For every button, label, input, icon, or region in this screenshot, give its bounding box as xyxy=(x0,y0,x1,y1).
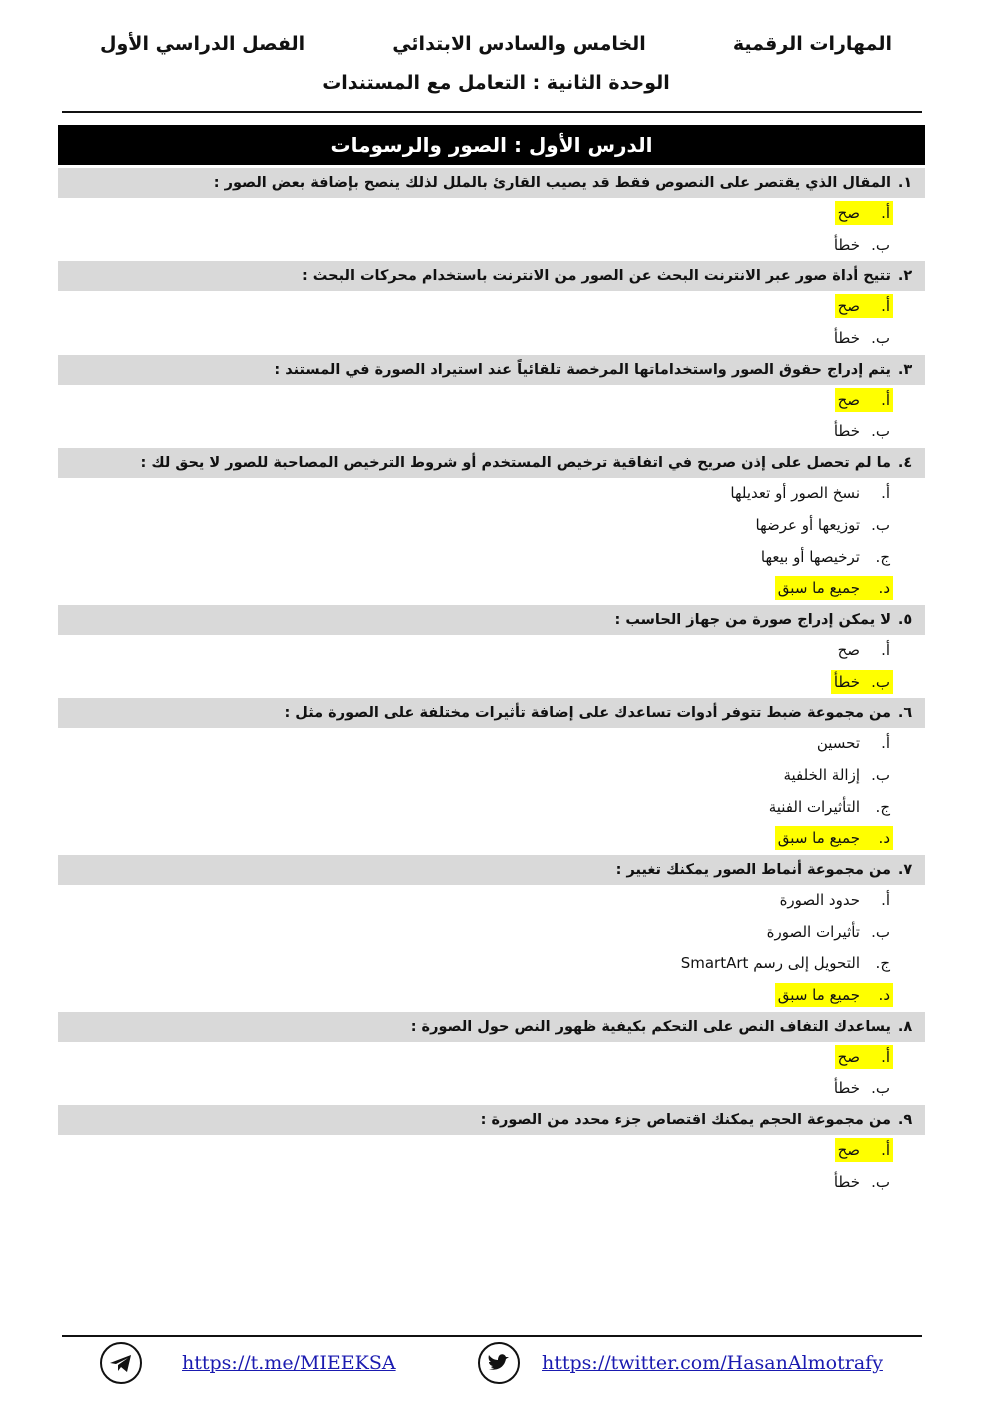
question-block xyxy=(58,855,925,1012)
lesson-title: الدرس الأول : الصور والرسومات xyxy=(58,125,925,165)
option-letter: أ. xyxy=(881,640,890,659)
answer-option xyxy=(58,1073,893,1105)
correct-answer-highlight xyxy=(835,294,893,318)
telegram-link[interactable]: https://t.me/MIEEKSA xyxy=(182,1352,396,1374)
question-number: ٥. xyxy=(897,611,913,628)
option-text: نسخ الصور أو تعديلها xyxy=(730,484,860,503)
option-text: خطأ xyxy=(833,422,860,441)
question-block xyxy=(58,1012,925,1105)
header-term: الفصل الدراسي الأول xyxy=(100,33,306,55)
option-text: صح xyxy=(837,297,860,316)
question-label: المقال الذي يقتصر على النصوص فقط قد يصيب القارئ بالملل لذلك ينصح بإضافة بعض الصور : xyxy=(213,175,891,191)
telegram-icon[interactable] xyxy=(100,1342,142,1384)
answer-option xyxy=(58,948,893,980)
answer-option xyxy=(58,385,893,417)
option-letter: ج. xyxy=(875,547,890,566)
option-text: صح xyxy=(837,1047,860,1066)
option-letter: أ. xyxy=(881,1141,890,1160)
question-block xyxy=(58,168,925,261)
answer-option xyxy=(58,291,893,323)
option-letter: ب. xyxy=(871,329,890,348)
option-letter: ب. xyxy=(871,672,890,691)
answer-option xyxy=(58,542,893,574)
option-letter: أ. xyxy=(881,204,890,222)
option-text: جميع ما سبق xyxy=(777,829,860,848)
answer-option-content xyxy=(727,481,893,505)
option-letter: ب. xyxy=(871,1079,890,1098)
option-text: تأثيرات الصورة xyxy=(766,922,860,941)
unit-title: الوحدة الثانية : التعامل مع المستندات xyxy=(322,72,670,94)
question-number: ٧. xyxy=(897,862,913,878)
option-letter: د. xyxy=(878,829,890,848)
question-text xyxy=(58,355,925,385)
option-text: خطأ xyxy=(833,235,860,254)
answer-option-content xyxy=(780,763,893,787)
question-block xyxy=(58,605,925,698)
correct-answer-highlight xyxy=(775,576,893,600)
answer-option xyxy=(58,510,893,542)
answer-option xyxy=(58,980,893,1012)
answer-option-content xyxy=(831,233,893,257)
option-text: صح xyxy=(837,204,860,222)
question-label: يساعدك التفاف النص على التحكم بكيفية ظهور النص حول الصورة : xyxy=(410,1018,891,1035)
answer-option xyxy=(58,885,893,917)
correct-answer-highlight xyxy=(835,201,893,225)
answer-option xyxy=(58,1042,893,1074)
answer-option xyxy=(58,917,893,949)
question-text xyxy=(58,1105,925,1135)
question-number: ٣. xyxy=(897,361,913,378)
question-text xyxy=(58,261,925,291)
option-letter: ج. xyxy=(875,954,890,973)
question-block xyxy=(58,1105,925,1198)
answer-option-content xyxy=(831,1170,893,1194)
option-letter: أ. xyxy=(881,734,890,753)
answer-option xyxy=(58,478,893,510)
answer-option-content xyxy=(835,638,893,662)
answer-option-content xyxy=(678,951,893,975)
answer-option xyxy=(58,792,893,824)
bottom-divider xyxy=(62,1335,922,1337)
option-letter: أ. xyxy=(881,297,890,316)
answer-option-content xyxy=(831,419,893,443)
correct-answer-highlight xyxy=(835,1045,893,1069)
question-block xyxy=(58,261,925,354)
header-grades: الخامس والسادس الابتدائي xyxy=(392,33,646,55)
answer-option xyxy=(58,1167,893,1199)
answer-option-content xyxy=(764,920,893,944)
answer-option-content xyxy=(831,326,893,350)
option-text: التأثيرات الفنية xyxy=(768,797,860,816)
option-letter: أ. xyxy=(881,484,890,503)
question-label: من مجموعة ضبط تتوفر أدوات تساعدك على إضافة تأثيرات مختلفة على الصورة مثل : xyxy=(284,705,891,722)
option-letter: أ. xyxy=(881,891,890,909)
question-block xyxy=(58,698,925,855)
answer-option xyxy=(58,1135,893,1167)
question-label: ما لم تحصل على إذن صريح في اتفاقية ترخيص المستخدم أو شروط الترخيص المصاحبة للصور لا يحق لك : xyxy=(140,455,891,472)
correct-answer-highlight xyxy=(835,1138,893,1162)
option-text: صح xyxy=(837,390,860,409)
option-text: صح xyxy=(837,1141,860,1160)
option-text: تحسين xyxy=(816,734,860,753)
question-label: من مجموعة الحجم يمكنك اقتصاص جزء محدد من الصورة : xyxy=(480,1112,891,1129)
option-text: توزيعها أو عرضها xyxy=(755,515,860,534)
question-text xyxy=(58,1012,925,1042)
answer-option-content xyxy=(766,795,893,819)
option-letter: أ. xyxy=(881,1047,890,1066)
option-text: صح xyxy=(837,640,860,659)
answer-option xyxy=(58,198,893,230)
question-number: ٤. xyxy=(897,455,913,472)
answer-option xyxy=(58,728,893,760)
option-letter: د. xyxy=(878,579,890,598)
answer-option-content xyxy=(777,888,893,912)
questions-list xyxy=(58,168,925,1199)
correct-answer-highlight xyxy=(775,826,893,850)
question-label: تتيح أداة صور عبر الانترنت البحث عن الصور من الانترنت باستخدام محركات البحث : xyxy=(301,268,891,285)
question-block xyxy=(58,355,925,448)
option-text: جميع ما سبق xyxy=(777,986,860,1005)
answer-option-content xyxy=(758,545,893,569)
question-text xyxy=(58,605,925,635)
question-number: ٦. xyxy=(897,705,913,722)
footer xyxy=(0,1342,992,1386)
option-text: إزالة الخلفية xyxy=(783,765,860,784)
twitter-icon[interactable] xyxy=(478,1342,520,1384)
answer-option xyxy=(58,823,893,855)
question-text xyxy=(58,855,925,885)
question-number: ١. xyxy=(897,175,913,191)
option-text: خطأ xyxy=(833,329,860,348)
header-subject: المهارات الرقمية xyxy=(732,33,892,55)
option-text: حدود الصورة xyxy=(779,891,860,909)
option-text: خطأ xyxy=(833,1172,860,1191)
question-text xyxy=(58,698,925,728)
option-letter: د. xyxy=(878,986,890,1005)
option-letter: ج. xyxy=(875,797,890,816)
question-label: لا يمكن إدراج صورة من جهاز الحاسب : xyxy=(614,611,891,628)
question-text xyxy=(58,448,925,478)
page-header xyxy=(60,28,932,60)
option-text: التحويل إلى رسم SmartArt xyxy=(680,954,860,973)
answer-option xyxy=(58,635,893,667)
option-text: خطأ xyxy=(833,672,860,691)
option-letter: ب. xyxy=(871,1172,890,1191)
option-text: جميع ما سبق xyxy=(777,579,860,598)
question-label: يتم إدراج حقوق الصور واستخداماتها المرخصة تلقائياً عند استيراد الصورة في المستند : xyxy=(274,361,891,378)
question-block xyxy=(58,448,925,605)
answer-option xyxy=(58,416,893,448)
option-text: خطأ xyxy=(833,1079,860,1098)
option-letter: ب. xyxy=(871,515,890,534)
option-text: ترخيصها أو بيعها xyxy=(760,547,860,566)
answer-option-content xyxy=(814,731,893,755)
question-number: ٨. xyxy=(897,1018,913,1035)
correct-answer-highlight xyxy=(831,670,893,694)
option-letter: أ. xyxy=(881,390,890,409)
question-label: من مجموعة أنماط الصور يمكنك تغيير : xyxy=(615,862,891,878)
top-divider xyxy=(62,111,922,113)
option-letter: ب. xyxy=(871,765,890,784)
answer-option xyxy=(58,573,893,605)
question-text xyxy=(58,168,925,198)
question-number: ٢. xyxy=(897,268,913,285)
answer-option xyxy=(58,230,893,262)
answer-option xyxy=(58,760,893,792)
option-letter: ب. xyxy=(871,922,890,941)
answer-option-content xyxy=(753,513,893,537)
answer-option xyxy=(58,323,893,355)
correct-answer-highlight xyxy=(835,388,893,412)
option-letter: ب. xyxy=(871,422,890,441)
option-letter: ب. xyxy=(871,235,890,254)
answer-option-content xyxy=(831,1076,893,1100)
correct-answer-highlight xyxy=(775,983,893,1007)
question-number: ٩. xyxy=(897,1112,913,1129)
answer-option xyxy=(58,667,893,699)
twitter-link[interactable]: https://twitter.com/HasanAlmotrafy xyxy=(542,1352,883,1374)
